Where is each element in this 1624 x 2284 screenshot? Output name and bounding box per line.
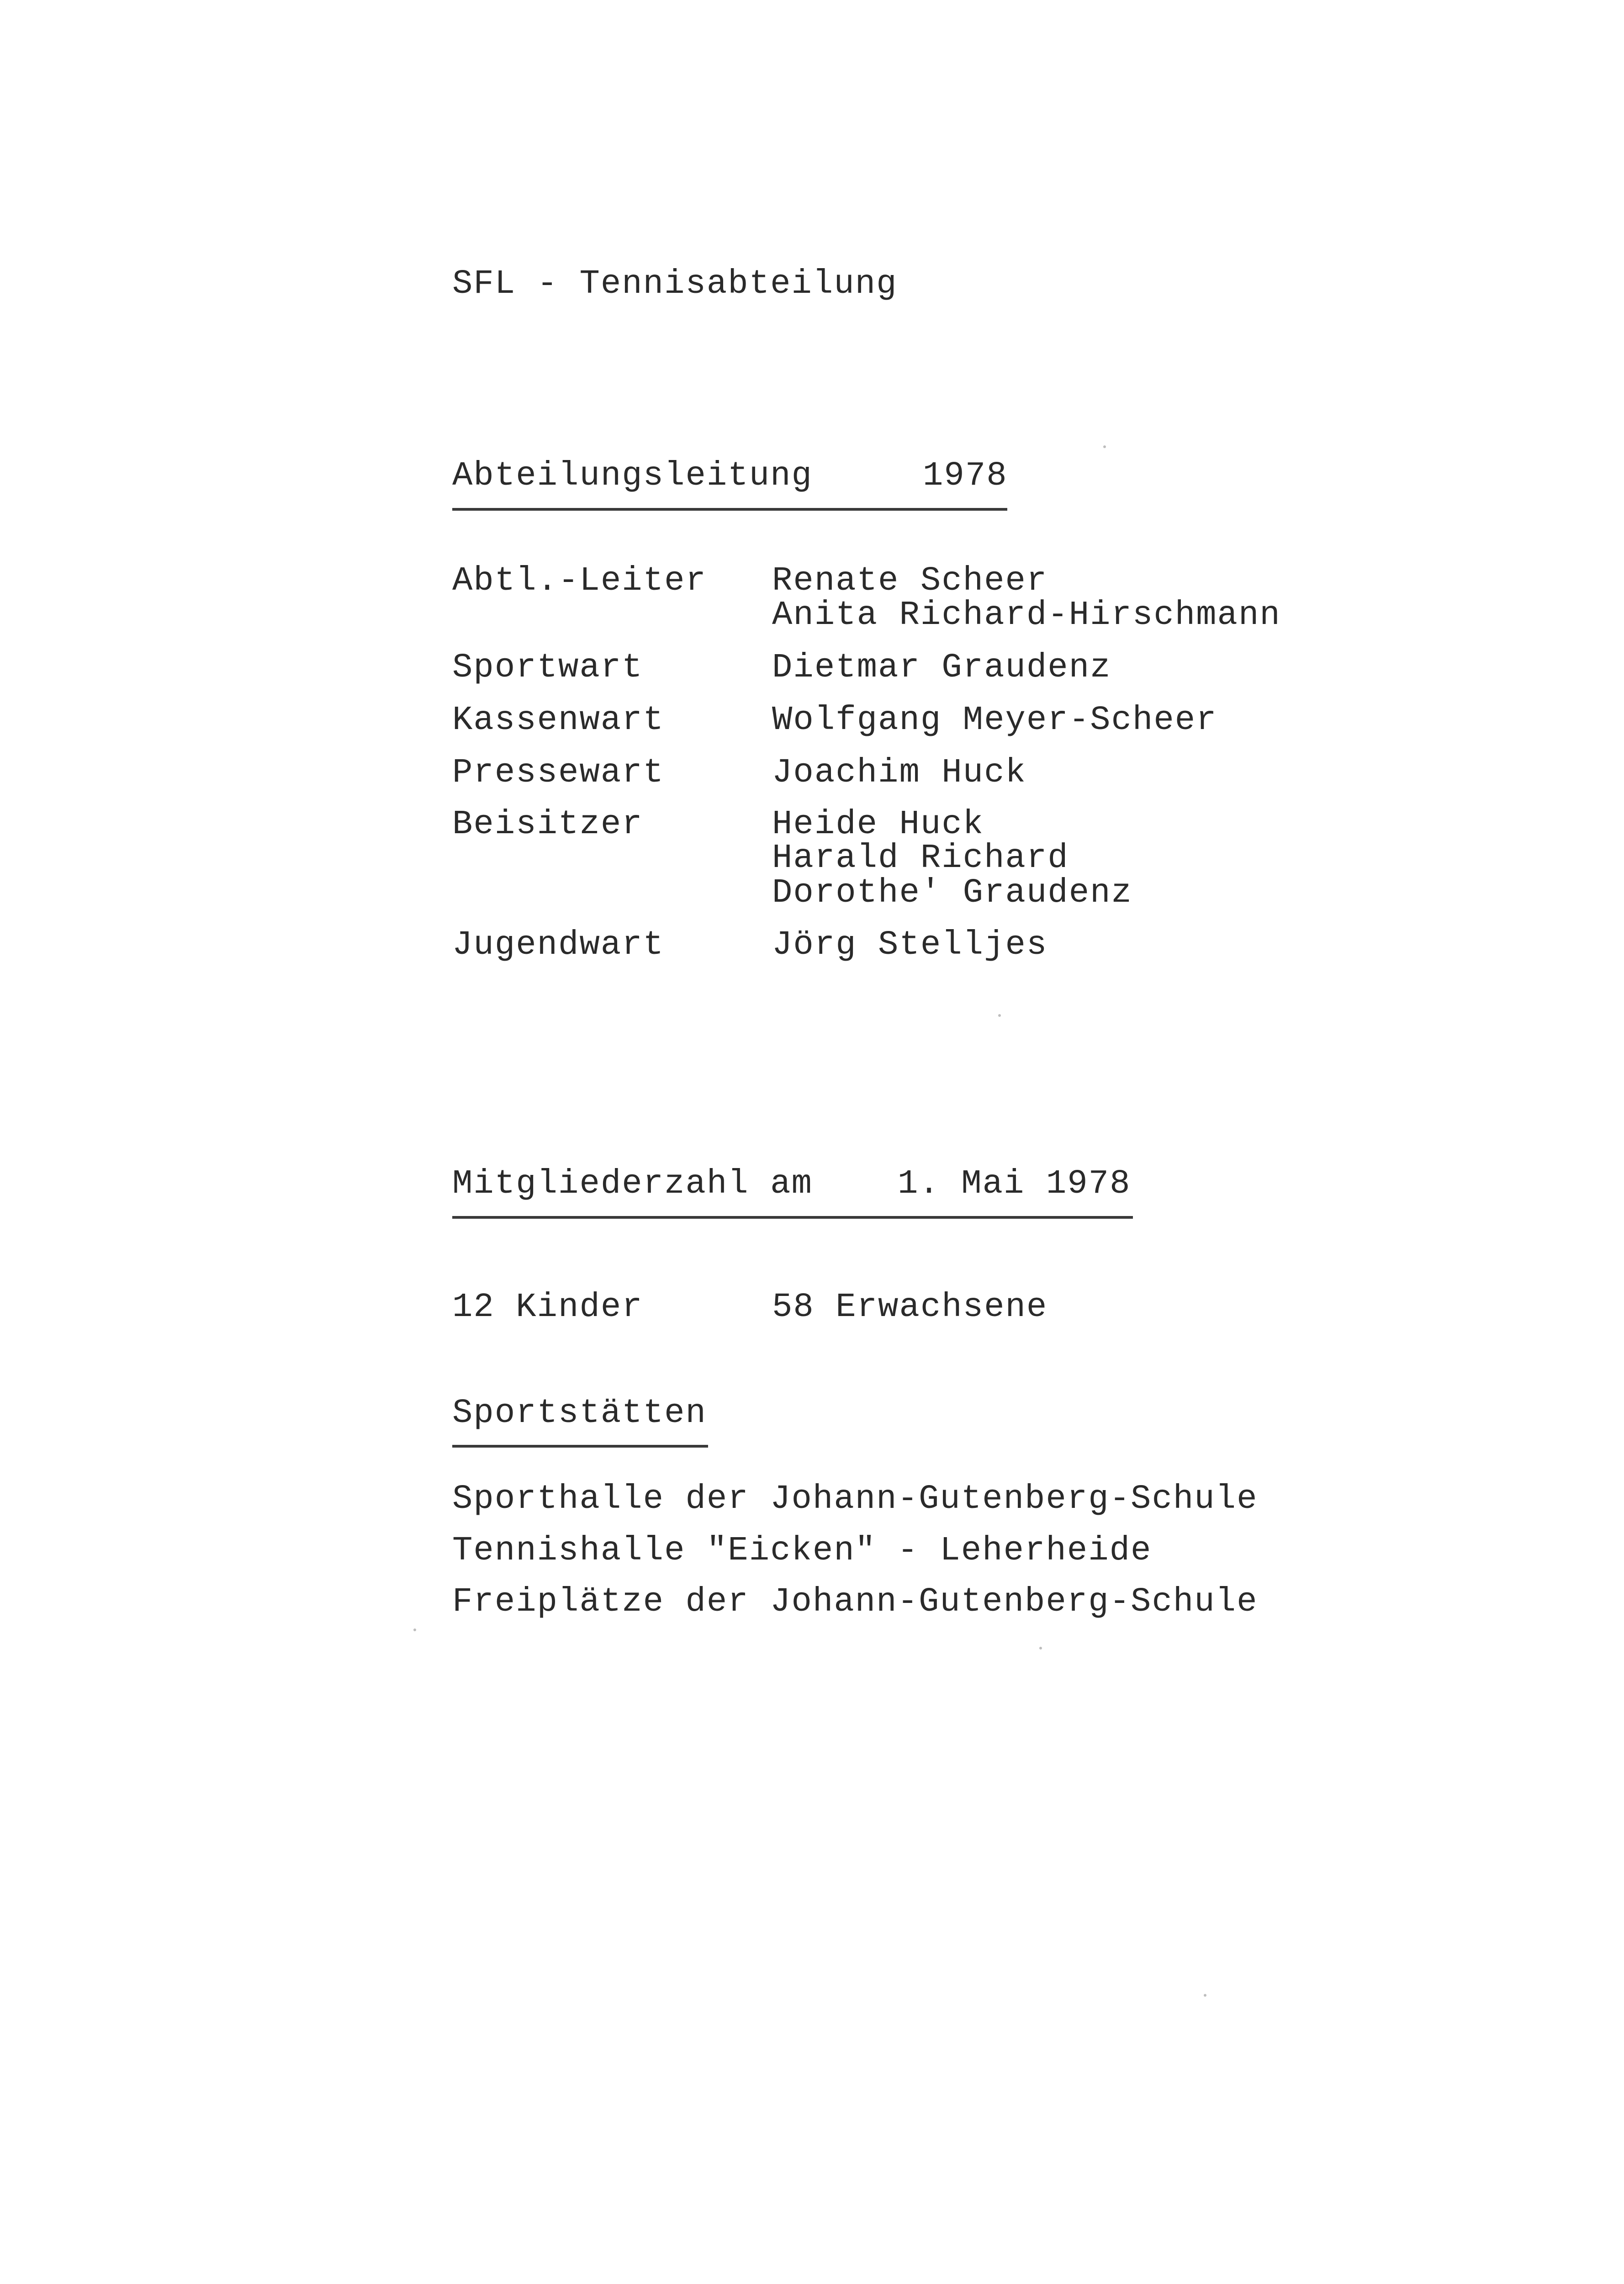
document-header: SFL - Tennisabteilung	[452, 265, 898, 303]
role-name: Jörg Stelljes	[772, 926, 1048, 964]
paper-speck	[413, 1628, 416, 1631]
role-name: Dietmar Graudenz	[772, 649, 1111, 687]
facility-item: Freiplätze der Johann-Gutenberg-Schule	[452, 1583, 1258, 1621]
paper-speck	[998, 1014, 1001, 1017]
members-children: 12 Kinder	[452, 1288, 643, 1327]
leadership-underline	[452, 508, 1007, 511]
facility-item: Sporthalle der Johann-Gutenberg-Schule	[452, 1480, 1258, 1518]
role-label: Abtl.-Leiter	[452, 562, 707, 600]
role-name: Renate Scheer	[772, 562, 1048, 600]
leadership-year: 1978	[923, 457, 1008, 495]
role-label: Pressewart	[452, 754, 665, 792]
members-date: 1. Mai 1978	[898, 1165, 1131, 1203]
paper-speck	[1039, 1647, 1042, 1650]
role-name: Joachim Huck	[772, 754, 1026, 792]
facilities-heading: Sportstätten	[452, 1394, 707, 1433]
role-label: Kassenwart	[452, 701, 665, 740]
role-label: Jugendwart	[452, 926, 665, 964]
members-heading: Mitgliederzahl am	[452, 1165, 813, 1203]
role-name: Heide Huck	[772, 805, 984, 844]
role-name: Wolfgang Meyer-Scheer	[772, 701, 1217, 740]
leadership-heading: Abteilungsleitung	[452, 457, 813, 495]
role-name: Dorothe' Graudenz	[772, 874, 1132, 912]
role-label: Beisitzer	[452, 805, 643, 844]
facility-item: Tennishalle "Eicken" - Leherheide	[452, 1532, 1152, 1570]
role-name: Harald Richard	[772, 839, 1069, 878]
facilities-underline	[452, 1445, 708, 1448]
role-label: Sportwart	[452, 649, 643, 687]
role-name: Anita Richard-Hirschmann	[772, 596, 1281, 634]
paper-speck	[1103, 445, 1106, 448]
members-adults: 58 Erwachsene	[772, 1288, 1048, 1327]
members-underline	[452, 1216, 1133, 1219]
paper-speck	[1204, 1994, 1206, 1997]
